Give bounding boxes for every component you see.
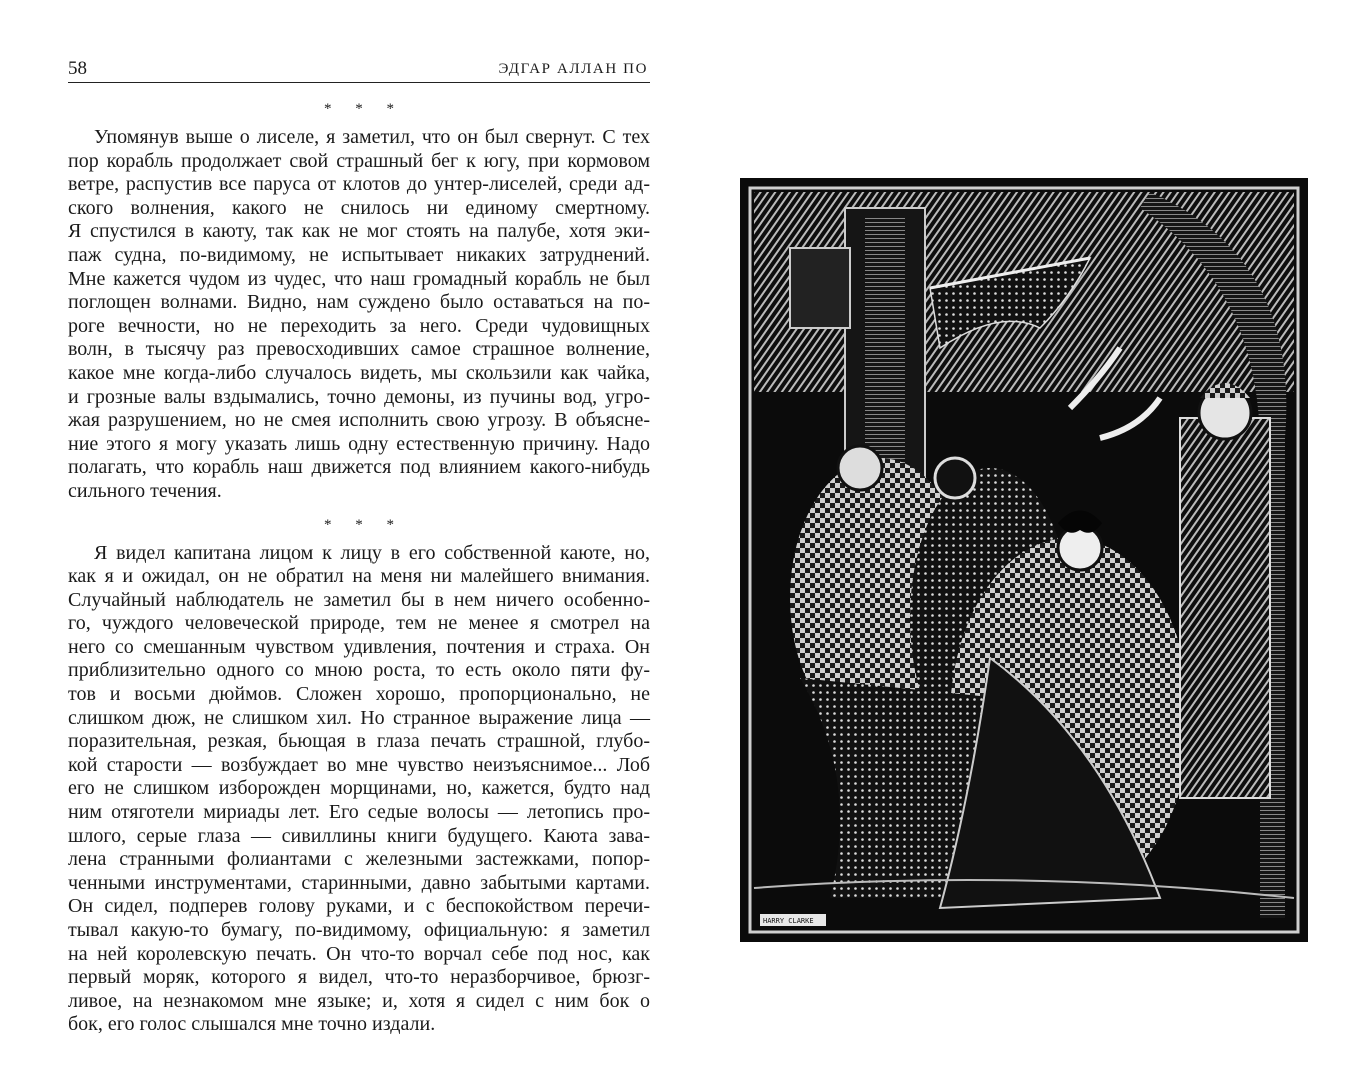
illustration-engraving — [740, 178, 1308, 942]
text-line: поразительная, резкая, бьющая в глаза печать страшной, глубо- — [68, 730, 650, 753]
text-line: Мне кажется чудом из чудес, что наш громадный корабль не был — [68, 267, 650, 290]
section-separator: * * * — [324, 516, 404, 533]
text-line: жая разрушением, но не смея исполнить свою угрозу. В объясне- — [68, 409, 650, 432]
text-line: паж судна, по-видимому, не испытывает никаких затруднений. — [68, 243, 650, 266]
text-line: слишком дюж, не слишком хил. Но странное выражение лица — — [68, 706, 650, 729]
text-line: ним отяготели мириады лет. Его седые волосы — летопись про- — [68, 801, 650, 824]
paragraph — [68, 542, 650, 1037]
paragraph — [68, 126, 650, 504]
text-line: как я и ожидал, он не обратил на меня ни малейшего внимания. — [68, 565, 650, 588]
right-page — [690, 0, 1372, 1080]
text-line: какое мне когда-либо случалось видеть, мы скользили как чайка, — [68, 361, 650, 384]
text-line: Он сидел, подперев голову руками, и с беспокойством перечи- — [68, 895, 650, 918]
text-line: лена странными фолиантами с железными застежками, попор- — [68, 848, 650, 871]
text-line: ние этого я могу указать лишь одну естественную причину. Надо — [68, 432, 650, 455]
text-line: него со смешанным чувством удивления, почтения и страха. Он — [68, 635, 650, 658]
text-line: поглощен волнами. Видно, нам суждено было оставаться на по- — [68, 291, 650, 314]
text-line: сильного течения. — [68, 479, 222, 502]
text-line: бок, его голос слышался мне точно издали. — [68, 1013, 436, 1036]
text-line: первый моряк, которого я видел, что-то неразборчивое, брюзг- — [68, 966, 650, 989]
section-separator: * * * — [324, 101, 404, 117]
text-line: шлого, серые глаза — сивиллины книги будущего. Каюта зава- — [68, 824, 650, 847]
text-line: го, чуждого человеческой природе, тем не менее я смотрел на — [68, 612, 650, 635]
text-line: ского волнения, какого не снилось ни единому смертному. — [68, 196, 650, 219]
text-line: ливое, на незнакомом мне языке; и, хотя я сидел с ним бок о — [68, 989, 650, 1012]
text-line: роге вечности, но не переходить за него. Среди чудовищных — [68, 314, 650, 337]
running-head: ЭДГАР АЛЛАН ПО — [498, 61, 648, 77]
text-line: его не слишком изборожден морщинами, но, кажется, будто над — [68, 777, 650, 800]
text-line: полагать, что корабль наш движется под влиянием какого-нибудь — [68, 456, 650, 479]
text-line: тывал какую-то бумагу, по-видимому, официальную: я заметил — [68, 919, 650, 941]
illustration-signature: HARRY CLARKE — [763, 917, 814, 925]
text-line: Случайный наблюдатель не заметил бы в нем ничего особенно- — [68, 588, 650, 611]
text-line: на ней королевскую печать. Он что-то ворчал себе под нос, как — [68, 942, 650, 965]
text-line: Я видел капитана лицом к лицу в его собственной каюте, но, — [94, 541, 650, 564]
page-number: 58 — [68, 58, 87, 79]
text-line: ченными инструментами, старинными, давно забытыми картами. — [68, 871, 650, 894]
text-line: и грозные валы вздымались, точно демоны, из пучины вод, угро- — [68, 385, 650, 408]
text-line: волн, в тысячу раз превосходивших самое страшное волнение, — [68, 338, 650, 361]
body-text — [68, 96, 650, 1037]
text-line: тов и восьми дюймов. Сложен хорошо, пропорционально, не — [68, 683, 650, 706]
text-line: Упомянув выше о лиселе, я заметил, что он был свернут. С тех — [94, 126, 650, 148]
text-line: приблизительно одного со мною роста, то есть около пяти фу- — [68, 659, 650, 682]
text-line: кой старости — возбуждает во мне чувство неизъяснимое... Лоб — [68, 753, 650, 776]
text-line: ветре, распустив все паруса от клотов до унтер-лиселей, среди ад- — [68, 173, 650, 196]
illustration — [740, 178, 1308, 942]
page-header — [68, 56, 650, 83]
text-line: пор корабль продолжает свой страшный бег к югу, при кормовом — [68, 149, 650, 172]
text-line: Я спустился в каюту, так как не мог стоять на палубе, хотя эки- — [68, 220, 650, 243]
